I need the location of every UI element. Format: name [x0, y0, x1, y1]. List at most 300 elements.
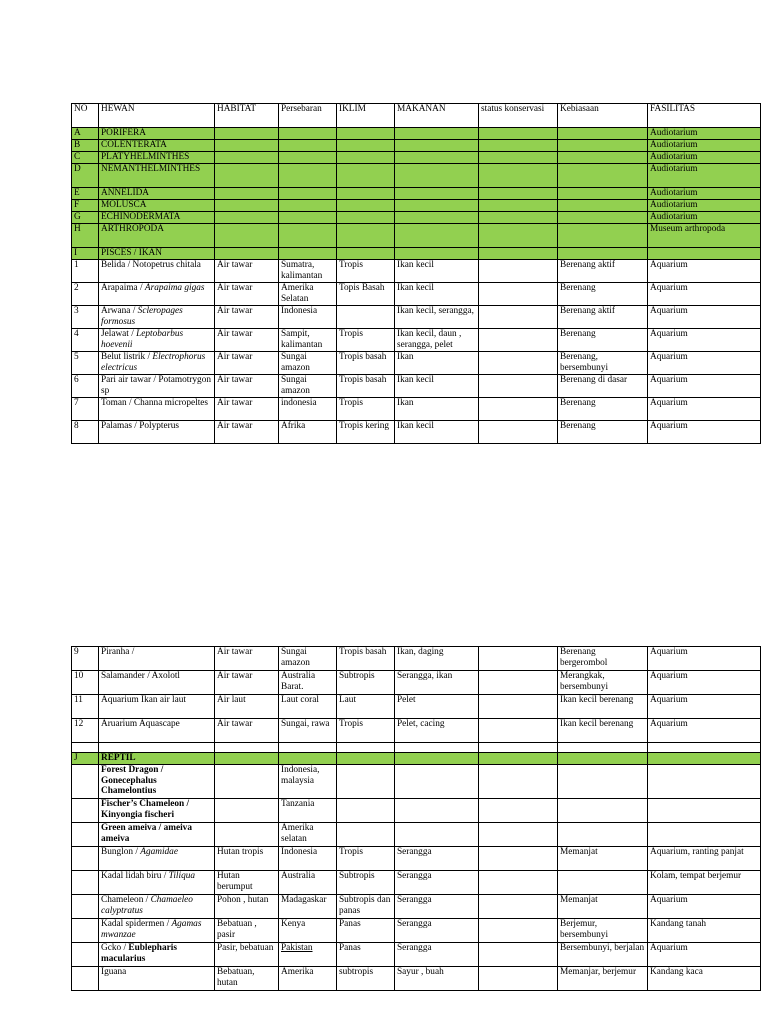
habitat-cell: Bebatuan, hutan	[215, 967, 279, 991]
empty-cell	[337, 152, 395, 164]
animal-name-cell	[99, 919, 215, 943]
common-name: Belida /	[101, 260, 133, 270]
status-cell	[479, 695, 558, 719]
facility-cell: Aquarium	[648, 306, 761, 329]
facility-cell: Aquarium, ranting panjat	[648, 847, 761, 871]
empty-cell	[648, 765, 761, 799]
distribution-cell: Sumatra, kalimantan	[279, 260, 337, 283]
scientific-name: Tiliqua	[168, 871, 196, 881]
habit-cell	[558, 871, 648, 895]
common-name: Palamas /	[101, 421, 140, 431]
animal-name-cell	[99, 329, 215, 352]
empty-cell	[479, 164, 558, 188]
common-name: Belut listrik /	[101, 352, 153, 362]
row-number	[72, 871, 99, 895]
food-cell: Ikan kecil, serangga,	[395, 306, 479, 329]
row-number	[72, 799, 99, 823]
empty-cell	[279, 753, 337, 765]
group-name: ARTHROPODA	[99, 224, 215, 248]
animal-name-cell	[99, 895, 215, 919]
distribution-cell: Indonesia, malaysia	[279, 765, 337, 799]
status-cell	[479, 895, 558, 919]
habit-cell: Berenang	[558, 398, 648, 421]
empty-cell	[479, 248, 558, 260]
facility-cell: Audiotarium	[648, 128, 761, 140]
column-header: Persebaran	[279, 104, 337, 128]
empty-cell	[558, 743, 648, 753]
status-cell	[479, 919, 558, 943]
empty-cell	[215, 200, 279, 212]
scientific-name: Chamaeleo calyptratus	[101, 895, 193, 916]
empty-cell	[558, 200, 648, 212]
empty-cell	[648, 753, 761, 765]
climate-cell: Topis Basah	[337, 283, 395, 306]
food-cell: Ikan kecil	[395, 283, 479, 306]
scientific-name-plain: Notopetrus chitala	[132, 260, 201, 270]
status-cell	[479, 329, 558, 352]
empty-cell	[99, 743, 215, 753]
empty-cell	[558, 765, 648, 799]
distribution-cell: Indonesia	[279, 847, 337, 871]
empty-cell	[479, 128, 558, 140]
animal-row	[72, 823, 761, 847]
empty-cell	[337, 140, 395, 152]
empty-cell	[558, 224, 648, 248]
habitat-cell: Hutan tropis	[215, 847, 279, 871]
group-name: ANNELIDA	[99, 188, 215, 200]
scientific-name-bold: Eublepharis macularius	[101, 943, 177, 964]
animal-row	[72, 647, 761, 671]
empty-cell	[279, 743, 337, 753]
animal-row	[72, 943, 761, 967]
empty-cell	[395, 765, 479, 799]
common-name: Gcko /	[101, 943, 129, 953]
empty-cell	[279, 152, 337, 164]
status-cell	[479, 967, 558, 991]
habit-cell: Berenang	[558, 283, 648, 306]
common-name: Arapaima /	[101, 283, 145, 293]
empty-cell	[479, 188, 558, 200]
animal-name-cell	[99, 847, 215, 871]
habit-cell: Ikan kecil berenang	[558, 719, 648, 743]
distribution-cell: Sungai amazon	[279, 352, 337, 375]
empty-cell	[337, 823, 395, 847]
empty-cell	[215, 224, 279, 248]
distribution-cell: Sungai amazon	[279, 647, 337, 671]
group-row	[72, 188, 761, 200]
row-number: 7	[72, 398, 99, 421]
distribution-cell: Australia	[279, 871, 337, 895]
empty-cell	[337, 200, 395, 212]
food-cell: Ikan, daging	[395, 647, 479, 671]
distribution-cell: Sampit, kalimantan	[279, 329, 337, 352]
facility-cell: Aquarium	[648, 260, 761, 283]
common-name: Kadal lidah biru /	[101, 871, 169, 881]
facility-cell: Aquarium	[648, 671, 761, 695]
habit-cell: Memanjat	[558, 895, 648, 919]
scientific-name-plain: Channa micropeltes	[133, 398, 209, 408]
habitat-cell	[215, 799, 279, 823]
status-cell	[479, 352, 558, 375]
common-name: Chameleon /	[101, 895, 151, 905]
empty-cell	[558, 128, 648, 140]
group-row	[72, 152, 761, 164]
empty-cell	[337, 212, 395, 224]
column-header: HEWAN	[99, 104, 215, 128]
status-cell	[479, 375, 558, 398]
animal-table-page-top	[71, 103, 761, 444]
climate-cell: Laut	[337, 695, 395, 719]
column-header: status konservasi	[479, 104, 558, 128]
empty-cell	[279, 212, 337, 224]
common-name: Iguana	[101, 967, 127, 977]
empty-cell	[279, 188, 337, 200]
food-cell: Serangga, ikan	[395, 671, 479, 695]
group-letter: C	[72, 152, 99, 164]
empty-cell	[337, 128, 395, 140]
distribution-cell: Indonesia	[279, 306, 337, 329]
group-letter: H	[72, 224, 99, 248]
animal-row	[72, 375, 761, 398]
empty-cell	[337, 799, 395, 823]
row-number: 1	[72, 260, 99, 283]
empty-cell	[395, 248, 479, 260]
animal-name-cell: Piranha /	[99, 647, 215, 671]
animal-row	[72, 799, 761, 823]
habitat-cell: Air tawar	[215, 375, 279, 398]
empty-cell	[72, 743, 99, 753]
empty-cell	[558, 799, 648, 823]
climate-cell: Tropis	[337, 398, 395, 421]
row-number	[72, 765, 99, 799]
empty-cell	[215, 128, 279, 140]
empty-cell	[479, 200, 558, 212]
animal-name-cell	[99, 283, 215, 306]
animal-row	[72, 895, 761, 919]
animal-name-cell: Fischer’s Chameleon / Kinyongia fischeri	[99, 799, 215, 823]
row-number: 6	[72, 375, 99, 398]
habit-cell: Bersembunyi, berjalan	[558, 943, 648, 967]
empty-cell	[479, 224, 558, 248]
empty-cell	[395, 152, 479, 164]
climate-cell: Tropis	[337, 260, 395, 283]
empty-cell	[395, 799, 479, 823]
status-cell	[479, 647, 558, 671]
empty-cell	[479, 799, 558, 823]
common-name: Arwana /	[101, 306, 138, 316]
food-cell: Serangga	[395, 847, 479, 871]
group-name: MOLUSCA	[99, 200, 215, 212]
habitat-cell: Bebatuan , pasir	[215, 919, 279, 943]
status-cell	[479, 283, 558, 306]
empty-cell	[395, 140, 479, 152]
distribution-cell: Australia Barat.	[279, 671, 337, 695]
distribution-cell: Laut coral	[279, 695, 337, 719]
status-cell	[479, 671, 558, 695]
animal-row	[72, 695, 761, 719]
common-name: Bunglon /	[101, 847, 141, 857]
group-name: PORIFERA	[99, 128, 215, 140]
column-header: Kebiasaan	[558, 104, 648, 128]
facility-cell: Aquarium	[648, 352, 761, 375]
empty-cell	[337, 765, 395, 799]
group-row	[72, 753, 761, 765]
habitat-cell: Pohon , hutan	[215, 895, 279, 919]
group-letter: F	[72, 200, 99, 212]
habitat-cell: Air laut	[215, 695, 279, 719]
empty-cell	[337, 164, 395, 188]
column-header: MAKANAN	[395, 104, 479, 128]
habit-cell: Berenang, bersembunyi	[558, 352, 648, 375]
empty-cell	[395, 164, 479, 188]
facility-cell: Aquarium	[648, 695, 761, 719]
animal-row	[72, 306, 761, 329]
distribution-cell: Sungai, rawa	[279, 719, 337, 743]
food-cell: Serangga	[395, 919, 479, 943]
empty-cell	[558, 212, 648, 224]
column-header: HABITAT	[215, 104, 279, 128]
group-name: REPTIL	[99, 753, 215, 765]
empty-cell	[395, 128, 479, 140]
habit-cell: Berenang bergerombol	[558, 647, 648, 671]
empty-cell	[215, 152, 279, 164]
food-cell: Serangga	[395, 871, 479, 895]
empty-cell	[558, 164, 648, 188]
empty-cell	[395, 200, 479, 212]
scientific-name-plain: Polypterus	[139, 421, 179, 431]
facility-cell	[648, 248, 761, 260]
food-cell: Ikan	[395, 352, 479, 375]
climate-cell: Tropis basah	[337, 647, 395, 671]
common-name: Pari air tawar /	[101, 375, 159, 385]
group-row	[72, 248, 761, 260]
animal-name-cell	[99, 260, 215, 283]
status-cell	[479, 306, 558, 329]
empty-cell	[648, 743, 761, 753]
empty-cell	[479, 765, 558, 799]
scientific-name: Agamidae	[140, 847, 178, 857]
empty-cell	[558, 753, 648, 765]
food-cell: Sayur , buah	[395, 967, 479, 991]
facility-cell: Audiotarium	[648, 152, 761, 164]
climate-cell: Tropis basah	[337, 352, 395, 375]
animal-row	[72, 352, 761, 375]
row-number: 12	[72, 719, 99, 743]
facility-cell: Aquarium	[648, 647, 761, 671]
empty-cell	[337, 743, 395, 753]
empty-cell	[337, 224, 395, 248]
facility-cell: Audiotarium	[648, 200, 761, 212]
animal-name-cell	[99, 421, 215, 444]
empty-cell	[337, 248, 395, 260]
distribution-cell: Afrika	[279, 421, 337, 444]
empty-cell	[279, 224, 337, 248]
empty-cell	[558, 248, 648, 260]
group-name: ECHINODERMATA	[99, 212, 215, 224]
habitat-cell	[215, 765, 279, 799]
row-number: 4	[72, 329, 99, 352]
habitat-cell: Air tawar	[215, 398, 279, 421]
animal-row	[72, 919, 761, 943]
empty-cell	[558, 152, 648, 164]
group-name: COLENTERATA	[99, 140, 215, 152]
climate-cell: Tropis	[337, 847, 395, 871]
animal-name-cell: Green ameiva / ameiva ameiva	[99, 823, 215, 847]
scientific-name: Leptobarbus hoevenii	[101, 329, 184, 350]
status-cell	[479, 260, 558, 283]
facility-cell: Audiotarium	[648, 212, 761, 224]
row-number: 8	[72, 421, 99, 444]
empty-cell	[558, 823, 648, 847]
column-header: FASILITAS	[648, 104, 761, 128]
climate-cell: Panas	[337, 943, 395, 967]
status-cell	[479, 943, 558, 967]
row-number: 5	[72, 352, 99, 375]
distribution-cell: Amerika	[279, 967, 337, 991]
empty-cell	[279, 128, 337, 140]
animal-row	[72, 283, 761, 306]
row-number: 9	[72, 647, 99, 671]
animal-table-continued	[71, 646, 761, 991]
scientific-name: Arapaima gigas	[144, 283, 205, 293]
row-number: 10	[72, 671, 99, 695]
facility-cell: Aquarium	[648, 375, 761, 398]
group-letter: G	[72, 212, 99, 224]
empty-cell	[215, 164, 279, 188]
climate-cell: Panas	[337, 919, 395, 943]
animal-row	[72, 871, 761, 895]
status-cell	[479, 421, 558, 444]
group-row	[72, 128, 761, 140]
distribution-cell: Pakistan	[279, 943, 337, 967]
common-name: Kadal spidermen /	[101, 919, 172, 929]
habitat-cell: Pasir, bebatuan	[215, 943, 279, 967]
row-number	[72, 967, 99, 991]
empty-cell	[479, 140, 558, 152]
animal-row	[72, 398, 761, 421]
common-name: Toman /	[101, 398, 134, 408]
animal-name-cell	[99, 967, 215, 991]
food-cell: Ikan kecil	[395, 421, 479, 444]
empty-cell	[558, 140, 648, 152]
animal-name-cell	[99, 398, 215, 421]
animal-name-cell	[99, 871, 215, 895]
empty-cell	[395, 224, 479, 248]
group-row	[72, 140, 761, 152]
habitat-cell: Air tawar	[215, 306, 279, 329]
animal-row	[72, 260, 761, 283]
animal-row	[72, 765, 761, 799]
facility-cell: Aquarium	[648, 943, 761, 967]
empty-cell	[215, 753, 279, 765]
habit-cell: Berenang	[558, 421, 648, 444]
habit-cell: Berjemur, bersembunyi	[558, 919, 648, 943]
common-name: Jelawat /	[101, 329, 137, 339]
animal-name-cell	[99, 375, 215, 398]
food-cell: Pelet	[395, 695, 479, 719]
empty-cell	[215, 140, 279, 152]
empty-cell	[215, 743, 279, 753]
empty-cell	[395, 823, 479, 847]
scientific-name: Electrophorus electricus	[101, 352, 206, 373]
distribution-cell: Sungai amazon	[279, 375, 337, 398]
habitat-cell	[215, 823, 279, 847]
facility-cell: Aquarium	[648, 895, 761, 919]
climate-cell: Tropis	[337, 329, 395, 352]
column-header: NO	[72, 104, 99, 128]
group-row	[72, 224, 761, 248]
group-letter: B	[72, 140, 99, 152]
habit-cell: Berenang	[558, 329, 648, 352]
animal-name-cell	[99, 306, 215, 329]
facility-cell: Audiotarium	[648, 164, 761, 188]
empty-cell	[558, 188, 648, 200]
row-number	[72, 823, 99, 847]
empty-cell	[395, 188, 479, 200]
distribution-cell: Kenya	[279, 919, 337, 943]
empty-cell	[279, 164, 337, 188]
animal-row	[72, 329, 761, 352]
animal-name-cell: Aruarium Aquascape	[99, 719, 215, 743]
distribution-cell: indonesia	[279, 398, 337, 421]
row-number	[72, 919, 99, 943]
blank-row	[72, 743, 761, 753]
empty-cell	[337, 753, 395, 765]
row-number: 2	[72, 283, 99, 306]
climate-cell: Tropis	[337, 719, 395, 743]
animal-name-cell	[99, 352, 215, 375]
habit-cell: Memanjar, berjemur	[558, 967, 648, 991]
group-letter: A	[72, 128, 99, 140]
food-cell: Serangga	[395, 895, 479, 919]
empty-cell	[279, 200, 337, 212]
empty-cell	[215, 188, 279, 200]
empty-cell	[479, 212, 558, 224]
habitat-cell: Hutan berumput	[215, 871, 279, 895]
facility-cell: Audiotarium	[648, 188, 761, 200]
climate-cell: Tropis kering	[337, 421, 395, 444]
facility-cell: Aquarium	[648, 421, 761, 444]
climate-cell: Tropis basah	[337, 375, 395, 398]
food-cell: Serangga	[395, 943, 479, 967]
status-cell	[479, 719, 558, 743]
animal-row	[72, 671, 761, 695]
group-letter: J	[72, 753, 99, 765]
empty-cell	[395, 753, 479, 765]
habitat-cell: Air tawar	[215, 421, 279, 444]
empty-cell	[479, 152, 558, 164]
habit-cell: Berenang aktif	[558, 260, 648, 283]
food-cell: Ikan kecil, daun , serangga, pelet	[395, 329, 479, 352]
column-header: IKLIM	[337, 104, 395, 128]
facility-cell: Aquarium	[648, 283, 761, 306]
habitat-cell: Air tawar	[215, 352, 279, 375]
habitat-cell: Air tawar	[215, 329, 279, 352]
climate-cell: Subtropis dan panas	[337, 895, 395, 919]
facility-cell: Aquarium	[648, 719, 761, 743]
facility-cell: Aquarium	[648, 329, 761, 352]
habit-cell: Berenang aktif	[558, 306, 648, 329]
climate-cell: Subtropis	[337, 871, 395, 895]
empty-cell	[215, 212, 279, 224]
row-number	[72, 943, 99, 967]
empty-cell	[279, 248, 337, 260]
header-row	[72, 104, 761, 128]
habit-cell: Ikan kecil berenang	[558, 695, 648, 719]
animal-row	[72, 719, 761, 743]
habitat-cell: Air tawar	[215, 260, 279, 283]
distribution-cell: Madagaskar	[279, 895, 337, 919]
